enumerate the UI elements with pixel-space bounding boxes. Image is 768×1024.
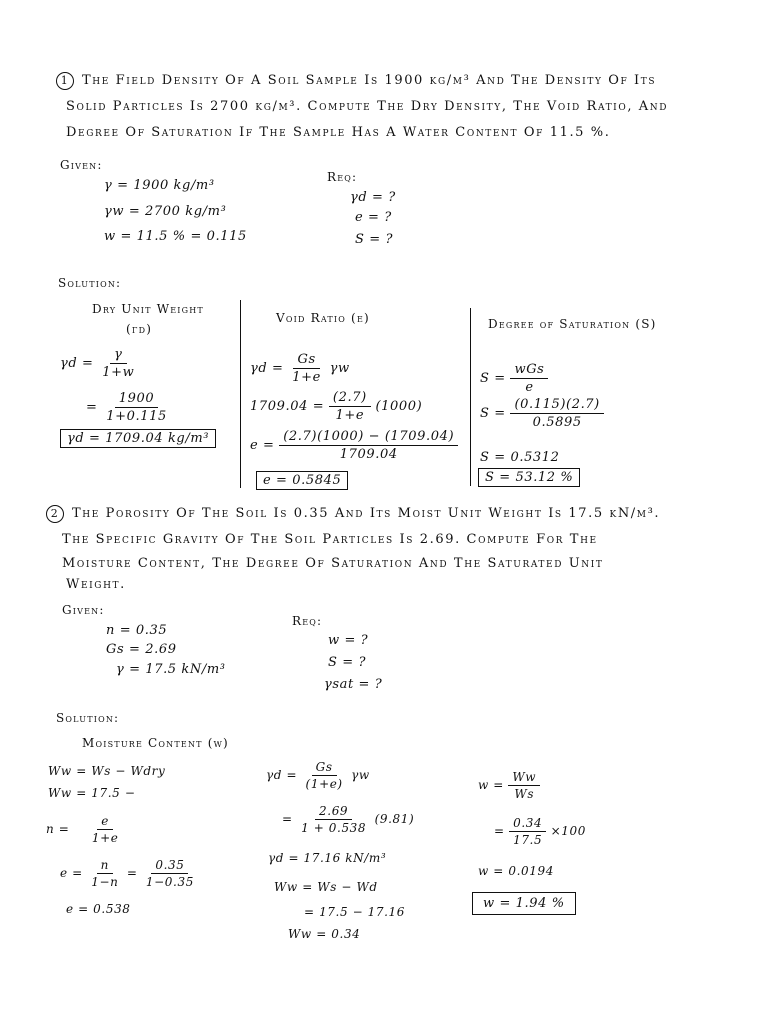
- void-ratio-from-porosity: e = $\frac{n}{1-n}$ = $\frac{0.35}{1-0.35}$: [60, 858, 194, 889]
- problem-2-solution-label: Solution:: [56, 711, 120, 725]
- problem-2-req-2: S = ?: [328, 655, 367, 670]
- problem-1-req-3: S = ?: [355, 232, 394, 247]
- moisture-content-formula: w = $\frac{Ww}{Ws}$: [478, 770, 540, 801]
- problem-1-given-1: γ = 1900 kg/m³: [104, 178, 215, 193]
- problem-2-statement-line-1: 2 The Porosity Of The Soil Is 0.35 And Its Moist Unit Weight Is 17.5 kN/m³.: [46, 505, 660, 523]
- water-weight-result: Ww = 0.34: [288, 927, 361, 941]
- problem-1-given-label: Given:: [60, 158, 103, 172]
- problem-2-req-1: w = ?: [328, 633, 369, 648]
- problem-2-number: 2: [46, 505, 64, 523]
- void-ratio-formula: γd = $\frac{Gs}{1+e}$ γw: [250, 352, 350, 385]
- problem-2-given-1: n = 0.35: [106, 623, 168, 638]
- problem-1-statement-line-1: 1 The Field Density Of A Soil Sample Is 1900 kg/m³ And The Density Of Its: [56, 72, 656, 90]
- void-ratio-title: Void Ratio (e): [276, 311, 370, 325]
- problem-1-solution-label: Solution:: [58, 276, 122, 290]
- water-weight-formula: Ww = Ws − Wdry: [48, 764, 166, 778]
- moisture-content-answer: w = 1.94 %: [472, 892, 576, 915]
- problem-1-statement-line-3: Degree Of Saturation If The Sample Has A Water Content Of 11.5 %.: [66, 125, 611, 140]
- void-ratio-solve: e = $\frac{(2.7)(1000) - (1709.04)}{1709.04}$: [250, 429, 458, 462]
- dry-unit-weight-result: γd = 17.16 kN/m³: [268, 851, 387, 865]
- problem-1-given-2: γw = 2700 kg/m³: [104, 204, 227, 219]
- problem-1-given-3: w = 11.5 % = 0.115: [104, 229, 247, 244]
- column-divider-2: [470, 308, 471, 486]
- dry-unit-weight-title: Dry Unit Weight: [92, 302, 204, 316]
- problem-1-req-1: γd = ?: [350, 190, 396, 205]
- water-weight-numbers: = 17.5 − 17.16: [304, 905, 406, 919]
- problem-1-number: 1: [56, 72, 74, 90]
- problem-2-statement-line-4: Weight.: [66, 577, 126, 592]
- saturation-substitution: S = $\frac{(0.115)(2.7)}{0.5895}$: [480, 397, 604, 430]
- problem-2-given-3: γ = 17.5 kN/m³: [116, 662, 226, 677]
- degree-of-saturation-title: Degree of Saturation (S): [488, 317, 657, 331]
- void-ratio-substitution: 1709.04 = $\frac{(2.7)}{1+e}$ (1000): [250, 390, 423, 423]
- saturation-answer: S = 53.12 %: [478, 468, 580, 487]
- problem-2-req-3: γsat = ?: [324, 677, 383, 692]
- porosity-formula: n = $\frac{e}{1+e}$: [46, 814, 119, 845]
- saturation-formula: S = $\frac{\text{wGs}}{e}$: [480, 362, 548, 395]
- problem-1-statement-line-2: Solid Particles Is 2700 kg/m³. Compute The Dry Density, The Void Ratio, And: [66, 99, 669, 114]
- void-ratio-result: e = 0.538: [66, 902, 131, 916]
- problem-2-statement-line-3: Moisture Content, The Degree Of Saturation And The Saturated Unit: [62, 556, 604, 571]
- void-ratio-answer: e = 0.5845: [256, 471, 348, 490]
- moisture-content-decimal: w = 0.0194: [478, 864, 554, 878]
- moisture-content-substitution: = $\frac{0.34}{17.5}$ ×100: [494, 816, 586, 847]
- problem-2-statement-line-2: The Specific Gravity Of The Soil Particles Is 2.69. Compute For The: [62, 532, 598, 547]
- dry-unit-weight-substitution: = $\frac{2.69}{1 + 0.538}$ (9.81): [282, 804, 415, 835]
- moisture-content-title: Moisture Content (w): [82, 736, 229, 750]
- dry-unit-weight-symbol: (γd): [126, 322, 153, 336]
- dry-density-answer: γd = 1709.04 kg/m³: [60, 429, 216, 448]
- water-weight-difference: Ww = Ws − Wd: [274, 880, 378, 894]
- problem-2-given-label: Given:: [62, 603, 105, 617]
- problem-1-req-2: e = ?: [355, 210, 392, 225]
- saturation-decimal: S = 0.5312: [480, 450, 560, 465]
- dry-unit-weight-formula: γd = $\frac{Gs}{(1+e)}$ γw: [266, 760, 370, 791]
- problem-1-req-label: Req:: [327, 170, 358, 184]
- water-weight-substitution: Ww = 17.5 −: [48, 786, 136, 800]
- dry-density-formula: γd = $\frac{\gamma}{1+w}$: [60, 347, 135, 380]
- problem-2-given-2: Gs = 2.69: [106, 642, 177, 657]
- problem-2-req-label: Req:: [292, 614, 323, 628]
- column-divider-1: [240, 300, 241, 488]
- dry-density-substitution: = $\frac{1900}{1+0.115}$: [86, 391, 167, 424]
